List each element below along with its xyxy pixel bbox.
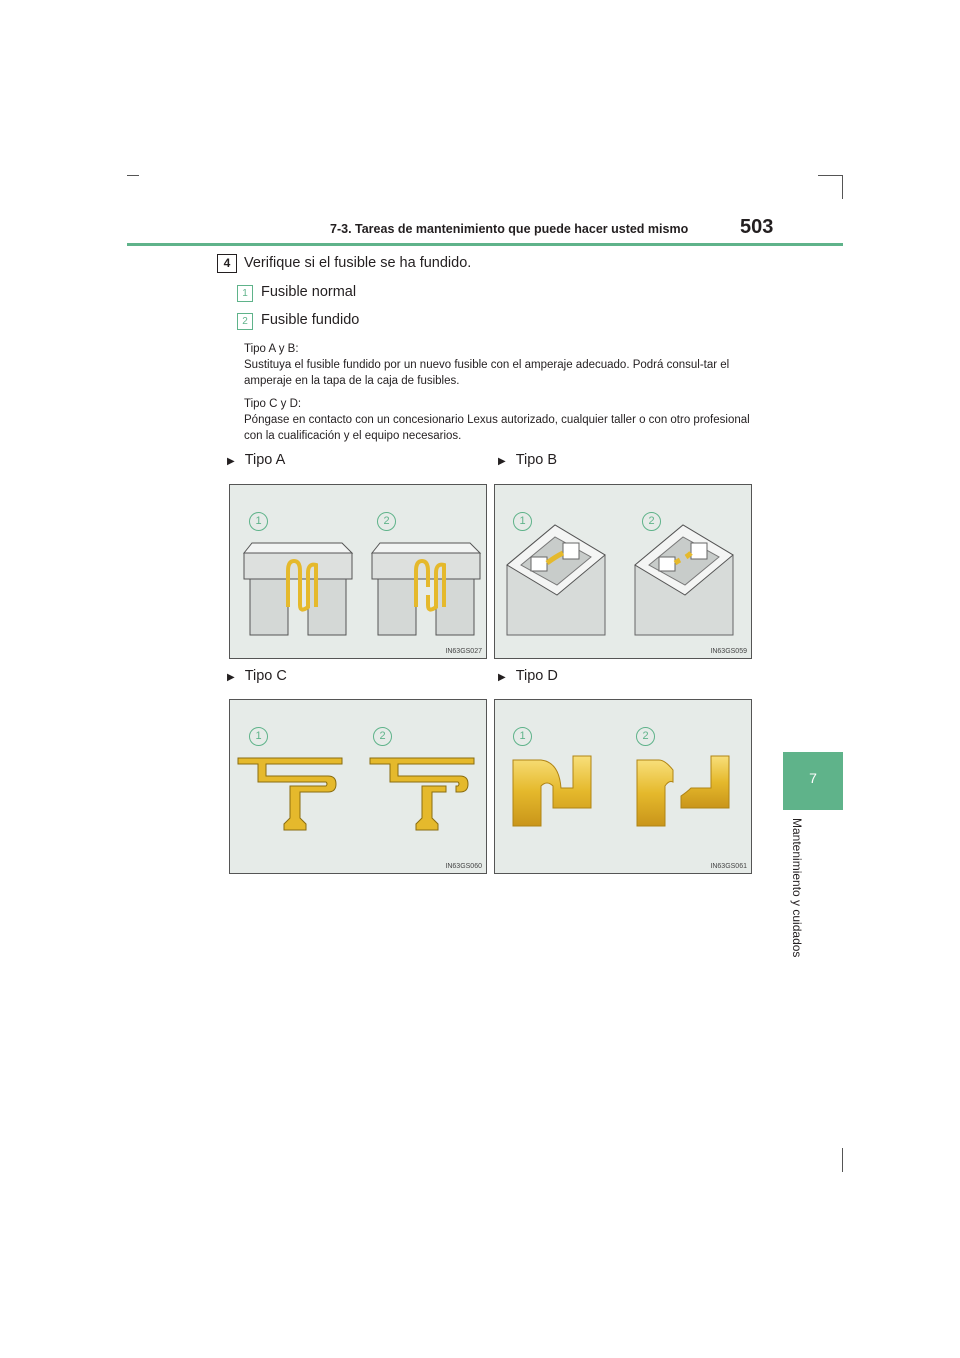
callout-2: 2: [377, 512, 396, 531]
figure-code: IN63GS061: [710, 863, 747, 870]
callout-1: 1: [513, 512, 532, 531]
figure-code: IN63GS059: [710, 648, 747, 655]
fuse-normal-icon: [244, 543, 352, 635]
triangle-icon: ▶: [227, 456, 235, 467]
figure-type-d: [494, 699, 752, 874]
callout-2: 2: [636, 727, 655, 746]
figure-type-c: [229, 699, 487, 874]
blade-fuse-illustration: [230, 485, 486, 658]
triangle-icon: ▶: [227, 672, 235, 683]
triangle-icon: ▶: [498, 672, 506, 683]
figure-label-type-d: ▶ Tipo D: [498, 668, 558, 684]
callout-1: 1: [249, 512, 268, 531]
fuse-blown-icon: [370, 758, 474, 830]
callout-1: 1: [513, 727, 532, 746]
callout-1: 1: [249, 727, 268, 746]
fuse-normal-icon: [238, 758, 342, 830]
step-number: 4: [217, 254, 237, 273]
note-title: Tipo A y B:: [244, 343, 299, 355]
fuse-blown-icon: [635, 525, 733, 635]
note-block: [244, 341, 764, 389]
figure-code: IN63GS027: [445, 648, 482, 655]
figure-type-b: [494, 484, 752, 659]
legend-number: 1: [237, 285, 253, 302]
page-number: 503: [740, 216, 774, 238]
section-title: 7-3. Tareas de mantenimiento que puede hacer usted mismo: [330, 222, 689, 236]
figure-type-a: [229, 484, 487, 659]
fusible-link-illustration: [230, 700, 486, 873]
crop-mark: [818, 175, 842, 176]
crop-mark: [842, 1148, 843, 1172]
note-block: [244, 396, 764, 444]
note-title: Tipo C y D:: [244, 398, 302, 410]
fuse-normal-icon: [513, 756, 591, 826]
fuse-blown-icon: [372, 543, 480, 635]
step-text: Verifique si el fusible se ha fundido.: [244, 255, 472, 271]
legend-text: Fusible normal: [261, 284, 357, 300]
figure-label-type-b: ▶ Tipo B: [498, 452, 558, 468]
cartridge-fuse-illustration: [495, 485, 751, 658]
note-text: Sustituya el fusible fundido por un nuevo fusible con el amperaje adecuado. Podrá consul-tar el amperaje en la tapa de la caja de fusibles.: [244, 359, 730, 387]
callout-2: 2: [373, 727, 392, 746]
fuse-blown-icon: [637, 756, 729, 826]
chapter-title: Mantenimiento y cuidados: [790, 818, 804, 958]
crop-mark: [127, 175, 139, 176]
chapter-number: 7: [809, 770, 817, 786]
callout-2: 2: [642, 512, 661, 531]
legend-text: Fusible fundido: [261, 312, 360, 328]
figure-label-type-c: ▶ Tipo C: [227, 668, 287, 684]
figure-label-type-a: ▶ Tipo A: [227, 452, 286, 468]
triangle-icon: ▶: [498, 456, 506, 467]
fuse-normal-icon: [507, 525, 605, 635]
note-text: Póngase en contacto con un concesionario Lexus autorizado, cualquier taller o con otro profesional con la cualificación y el equipo necesarios.: [244, 414, 750, 442]
figure-code: IN63GS060: [445, 863, 482, 870]
header-rule: [127, 243, 843, 246]
legend-number: 2: [237, 313, 253, 330]
large-fusible-link-illustration: [495, 700, 751, 873]
crop-mark: [842, 175, 843, 199]
